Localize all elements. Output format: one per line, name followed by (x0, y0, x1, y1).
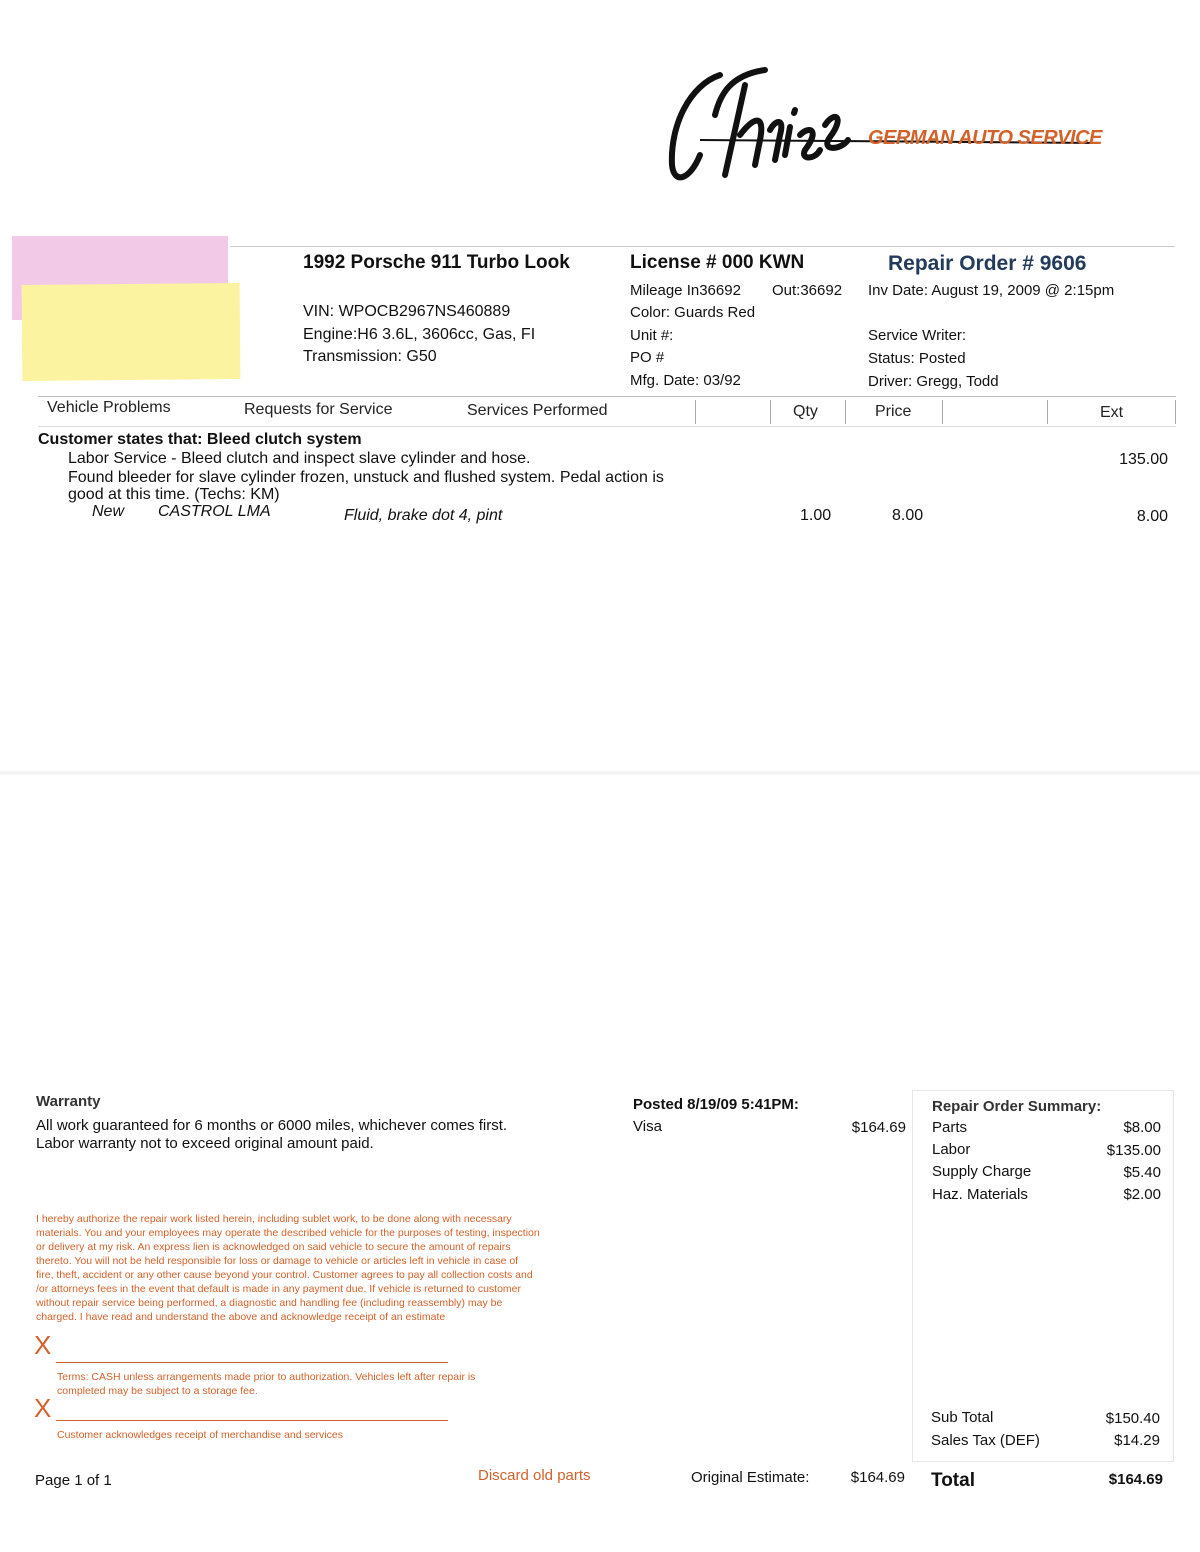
warranty-line-1: All work guaranteed for 6 months or 6000 miles, whichever comes first. (36, 1117, 508, 1134)
repair-order-title: Repair Order # 9606 (888, 252, 1087, 275)
yellow-sticky-note (22, 283, 241, 381)
notes-line-1: Found bleeder for slave cylinder frozen, unstuck and flushed system. Pedal action is (68, 469, 664, 486)
part-brand: CASTROL LMA (158, 503, 271, 520)
payment-posted: Posted 8/19/09 5:41PM: (633, 1096, 799, 1113)
summary-haz-value: $2.00 (1123, 1186, 1161, 1203)
payment-method: Visa (633, 1118, 662, 1135)
col-qty: Qty (793, 403, 818, 420)
vehicle-title: 1992 Porsche 911 Turbo Look (303, 252, 570, 273)
payment-amount: $164.69 (851, 1119, 906, 1136)
logo-signature (660, 55, 1110, 195)
part-ext: 8.00 (1136, 508, 1168, 525)
summary-title: Repair Order Summary: (932, 1098, 1102, 1115)
labor-ext: 135.00 (1119, 451, 1168, 468)
page-number: Page 1 of 1 (35, 1472, 112, 1489)
summary-labor-value: $135.00 (1106, 1142, 1161, 1159)
po-number: PO # (630, 349, 665, 366)
invoice-date: Inv Date: August 19, 2009 @ 2:15pm (868, 282, 1115, 299)
part-condition: New (92, 503, 125, 520)
mileage-in: Mileage In36692 (630, 282, 741, 299)
part-price: 8.00 (892, 507, 924, 524)
col-vehicle-problems: Vehicle Problems (47, 399, 171, 416)
signature-x-2: X (34, 1393, 52, 1423)
col-ext: Ext (1100, 404, 1124, 421)
estimate-value: $164.69 (850, 1469, 905, 1486)
warranty-line-2: Labor warranty not to exceed original amount paid. (36, 1135, 374, 1152)
discard-old-parts: Discard old parts (478, 1467, 591, 1484)
signature-x-1: X (34, 1330, 52, 1360)
summary-haz-label: Haz. Materials (932, 1186, 1028, 1203)
summary-parts-label: Parts (932, 1119, 968, 1136)
notes-line-2: good at this time. (Techs: KM) (68, 486, 280, 503)
vehicle-transmission: Transmission: G50 (303, 348, 437, 365)
tax-value: $14.29 (1114, 1432, 1160, 1449)
status: Status: Posted (868, 350, 966, 367)
receipt-text: Customer acknowledges receipt of merchandise and services (57, 1429, 343, 1441)
summary-supply-label: Supply Charge (932, 1163, 1032, 1180)
summary-parts-value: $8.00 (1123, 1119, 1161, 1136)
unit-number: Unit #: (630, 327, 674, 344)
estimate-label: Original Estimate: (691, 1469, 810, 1486)
authorization-text: I hereby authorize the repair work listed herein, including sublet work, to be done along with necessary materials. You and your employees may operate the described vehicle for the purposes of testing, inspection or delivery at my risk. An express lien is acknowledged on said vehicle to secure the amount of repairs thereto. You will not be held responsible for loss or damage to vehicle or articles left in vehicle in case of fire, theft, accident or any other cause beyond your control. Customer agrees to pay all collection costs and /or attorneys fees in the event that default is made in any payment due. If vehicle is returned to customer without repair service being performed, a diagnostic and handling fee (including reassembly) may be charged. I have read and understand the above and acknowledge receipt of an estimate (36, 1213, 540, 1323)
mfg-date: Mfg. Date: 03/92 (630, 372, 741, 389)
service-writer: Service Writer: (868, 327, 967, 344)
summary-supply-value: $5.40 (1123, 1164, 1161, 1181)
vehicle-color: Color: Guards Red (630, 304, 756, 321)
tax-label: Sales Tax (DEF) (931, 1432, 1040, 1449)
total-label: Total (931, 1470, 975, 1491)
vehicle-engine: Engine:H6 3.6L, 3606cc, Gas, FI (303, 326, 536, 343)
complaint: Customer states that: Bleed clutch system (38, 431, 362, 448)
vehicle-vin: VIN: WPOCB2967NS460889 (303, 303, 511, 320)
shop-logo (660, 55, 1110, 195)
signature-line-2[interactable] (56, 1420, 448, 1421)
summary-labor-label: Labor (932, 1141, 971, 1158)
col-requests: Requests for Service (244, 401, 393, 418)
warranty-title: Warranty (36, 1093, 101, 1110)
labor-line: Labor Service - Bleed clutch and inspect slave cylinder and hose. (68, 450, 531, 467)
total-value: $164.69 (1108, 1471, 1163, 1488)
driver: Driver: Gregg, Todd (868, 373, 999, 390)
part-description: Fluid, brake dot 4, pint (344, 507, 503, 524)
terms-text: Terms: CASH unless arrangements made prior to authorization. Vehicles left after repair is completed may be subject to a storage fee. (57, 1371, 476, 1397)
subtotal-value: $150.40 (1105, 1410, 1160, 1427)
mileage-out: Out:36692 (772, 282, 843, 299)
logo-tagline: GERMAN AUTO SERVICE (868, 127, 1102, 149)
col-price: Price (875, 403, 912, 420)
license-title: License # 000 KWN (630, 252, 805, 273)
paper-fold (0, 770, 1200, 776)
subtotal-label: Sub Total (931, 1409, 994, 1426)
col-services: Services Performed (467, 402, 608, 419)
part-qty: 1.00 (800, 507, 832, 524)
signature-line-1[interactable] (56, 1362, 448, 1363)
